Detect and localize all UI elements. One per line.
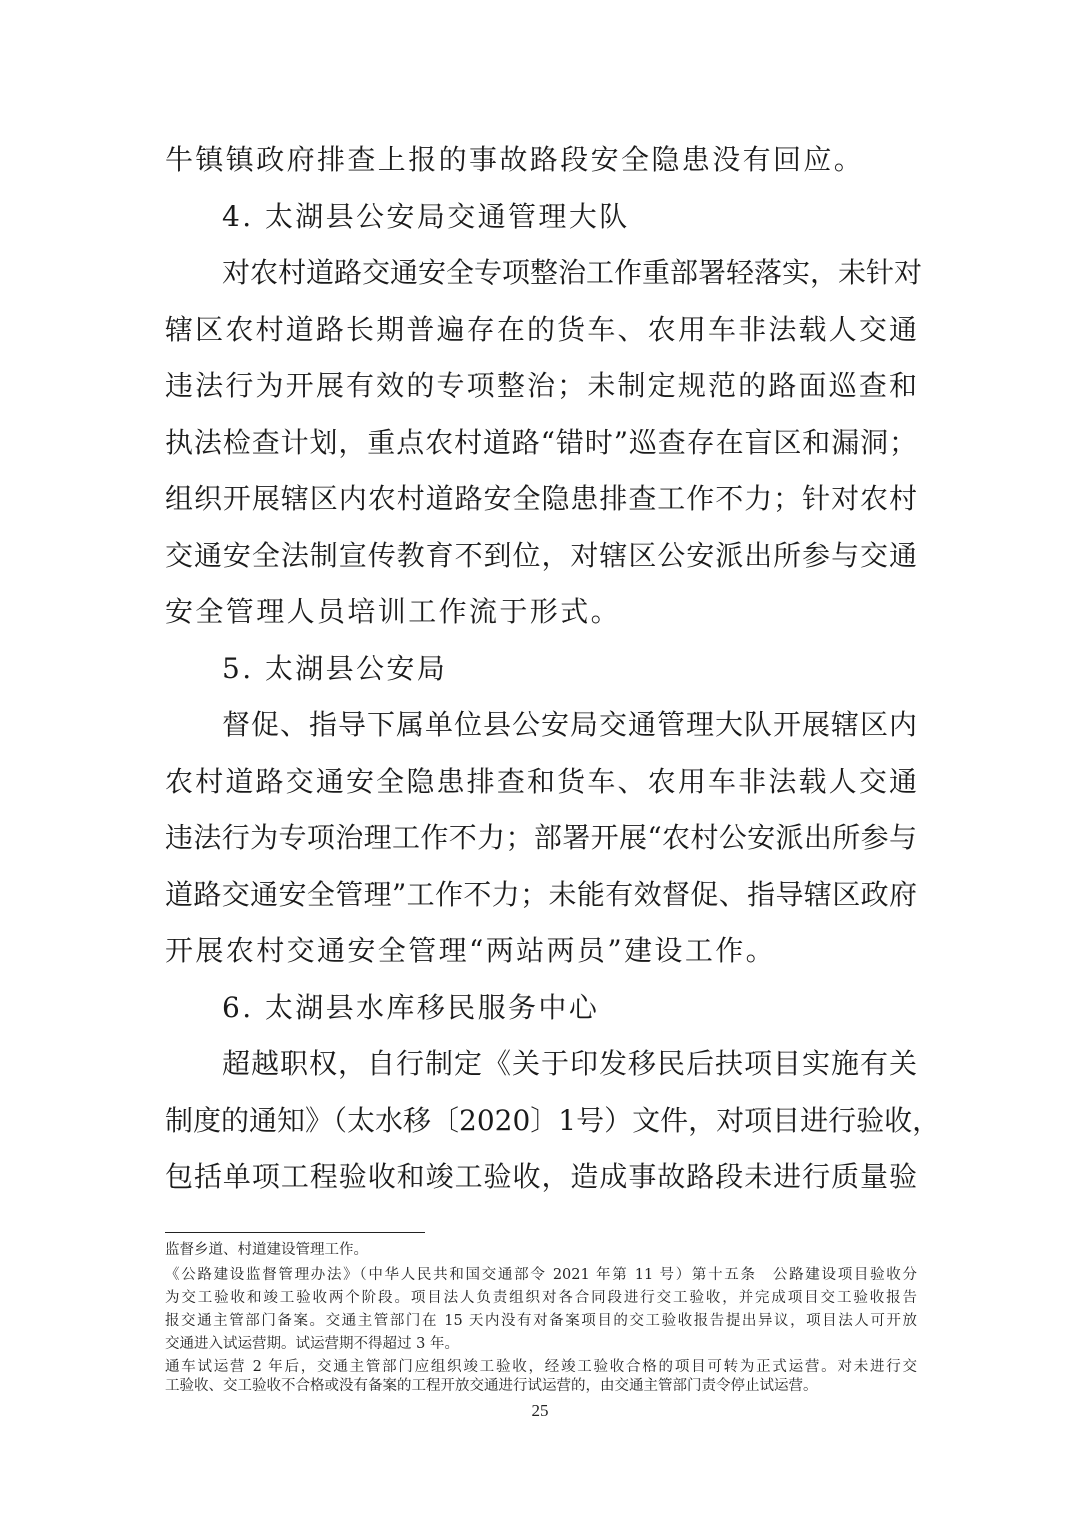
body-line: 道路交通安全管理”工作不力；未能有效督促、指导辖区政府 [165,878,917,911]
body-line: 交通安全法制宣传教育不到位，对辖区公安派出所参与交通 [165,539,917,572]
body-line: 对农村道路交通安全专项整治工作重部署轻落实，未针对 [222,256,923,289]
body-line: 包括单项工程验收和竣工验收，造成事故路段未进行质量验 [165,1160,917,1193]
body-line: 违法行为专项治理工作不力；部署开展“农村公安派出所参与 [165,821,917,854]
footnote-line: 通车试运营 2 年后，交通主管部门应组织竣工验收，经竣工验收合格的项目可转为正式运营。对未进行交 [165,1359,917,1375]
page-number: 25 [531,1401,549,1420]
footnote-line: 交通进入试运营期。试运营期不得超过 3 年。 [165,1336,459,1352]
body-line: 违法行为开展有效的专项整治；未制定规范的路面巡查和 [165,369,917,402]
section-heading: 5. 太湖县公安局 [222,652,448,685]
body-line: 开展农村交通安全管理“两站两员”建设工作。 [165,934,777,967]
body-line: 农村道路交通安全隐患排查和货车、农用车非法载人交通 [165,765,917,798]
section-heading: 4. 太湖县公安局交通管理大队 [222,200,630,233]
footnote-line: 监督乡道、村道建设管理工作。 [165,1242,368,1258]
footnote-divider [165,1232,425,1233]
body-line: 牛镇镇政府排查上报的事故路段安全隐患没有回应。 [165,143,865,176]
footnote-line: 《公路建设监督管理办法》（中华人民共和国交通部令 2021 年第 11 号）第十五条 公路建设项目验收分 [165,1267,917,1283]
body-line: 超越职权，自行制定《关于印发移民后扶项目实施有关 [222,1047,917,1080]
body-line: 执法检查计划，重点农村道路“错时”巡查存在盲区和漏洞； [165,426,917,459]
footnote-line: 工验收、交工验收不合格或没有备案的工程开放交通进行试运营的，由交通主管部门责令停止试运营。 [165,1378,818,1394]
body-line: 安全管理人员培训工作流于形式。 [165,595,622,628]
body-line: 辖区农村道路长期普遍存在的货车、农用车非法载人交通 [165,313,917,346]
body-line: 督促、指导下属单位县公安局交通管理大队开展辖区内 [222,708,917,741]
footnote-line: 为交工验收和竣工验收两个阶段。项目法人负责组织对各合同段进行交工验收，并完成项目交工验收报告 [165,1290,917,1306]
body-line: 组织开展辖区内农村道路安全隐患排查工作不力；针对农村 [165,482,917,515]
section-heading: 6. 太湖县水库移民服务中心 [222,991,600,1024]
footnote-line: 报交通主管部门备案。交通主管部门在 15 天内没有对备案项目的交工验收报告提出异议，项目法人可开放 [165,1313,917,1329]
body-line: 制度的通知》（太水移〔2020〕1号）文件，对项目进行验收， [165,1104,941,1137]
